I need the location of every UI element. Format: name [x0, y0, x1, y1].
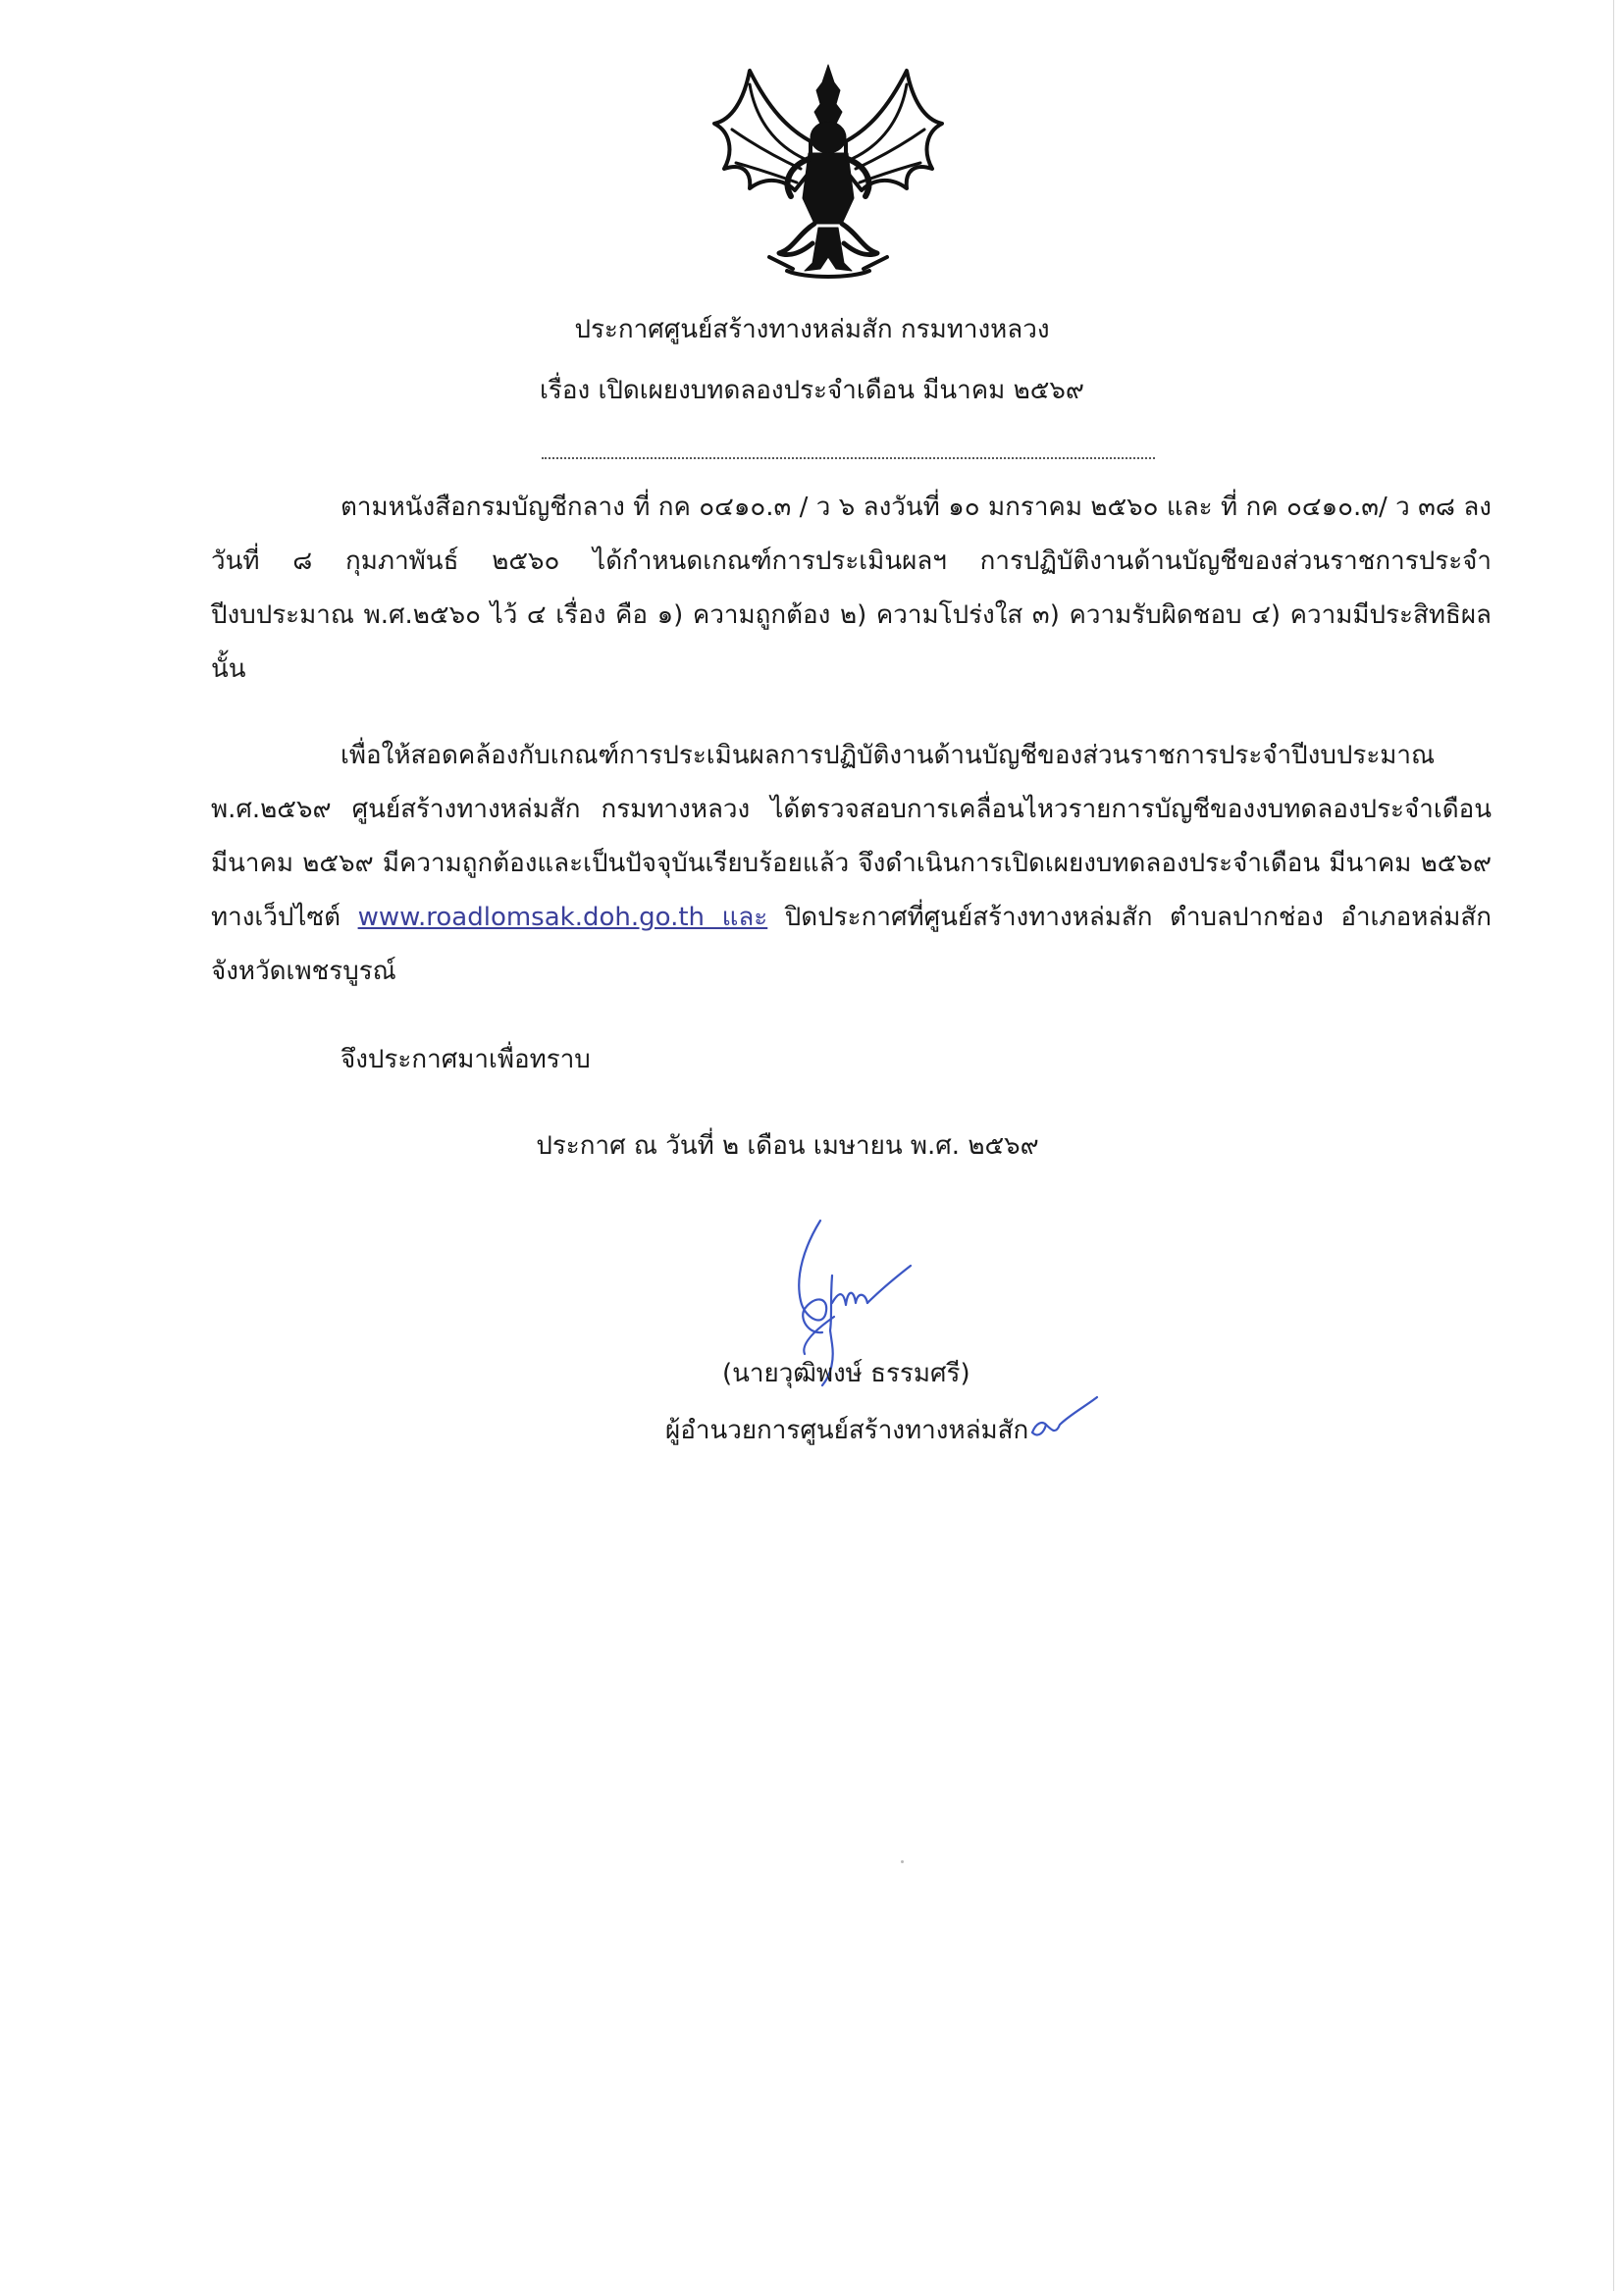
paragraph-2-text-after-link: ปิดประกาศที่ศูนย์สร้างทางหล่มสัก ตำบลปากช่อง อำเภอหล่มสัก จังหวัดเพชรบูรณ์ [211, 903, 1493, 986]
signer-title: ผู้อำนวยการศูนย์สร้างทางหล่มสัก [665, 1416, 1029, 1445]
website-link[interactable]: www.roadlomsak.doh.go.th และ [357, 903, 768, 932]
announcement-date: ประกาศ ณ วันที่ ๒ เดือน เมษายน พ.ศ. ๒๕๖๙ [536, 1131, 1039, 1161]
announcement-title: ประกาศศูนย์สร้างทางหล่มสัก กรมทางหลวง [574, 315, 1050, 344]
announcement-subject: เรื่อง เปิดเผยงบทดลองประจำเดือน มีนาคม ๒๕๖๙ [540, 376, 1084, 405]
garuda-emblem-icon [710, 61, 946, 282]
paragraph-1: ตามหนังสือกรมบัญชีกลาง ที่ กค ๐๔๑๐.๓ / ว ๖ ลงวันที่ ๑๐ มกราคม ๒๕๖๐ และ ที่ กค ๐๔๑๐.๓/ ว ๓๘ ลงวันที่ ๘ กุมภาพันธ์ ๒๕๖๐ ได้กำหนดเกณฑ์การประเมินผลฯ การปฏิบัติงานด้านบัญชีของส่วนราชการประจำปีงบประมาณ พ.ศ.๒๕๖๐ ไว้ ๔ เรื่อง คือ ๑) ความถูกต้อง ๒) ความโปร่งใส ๓) ความรับผิดชอบ ๔) ความมีประสิทธิผล นั้น [211, 493, 1492, 684]
scan-dot [901, 1860, 904, 1863]
signer-name: (นายวุฒิพงษ์ ธรรมศรี) [722, 1359, 970, 1388]
dotted-divider [542, 457, 1155, 459]
closing-statement: จึงประกาศมาเพื่อทราบ [341, 1045, 591, 1074]
paragraph-2-text-before-link: เพื่อให้สอดคล้องกับเกณฑ์การประเมินผลการปฏิบัติงานด้านบัญชีของส่วนราชการประจำปีงบประมาณ พ.ศ.๒๕๖๙ ศูนย์สร้างทางหล่มสัก กรมทางหลวง ได้ตรวจสอบการเคลื่อนไหวรายการบัญชีของงบทดลองประจำเดือน มีนาคม ๒๕๖๙ มีความถูกต้องและเป็นปัจจุบันเรียบร้อยแล้ว จึงดำเนินการเปิดเผยงบทดลองประจำเดือน มีนาคม ๒๕๖๙ ทางเว็ปไซต์ [211, 741, 1492, 932]
paragraph-2 [211, 729, 1492, 999]
